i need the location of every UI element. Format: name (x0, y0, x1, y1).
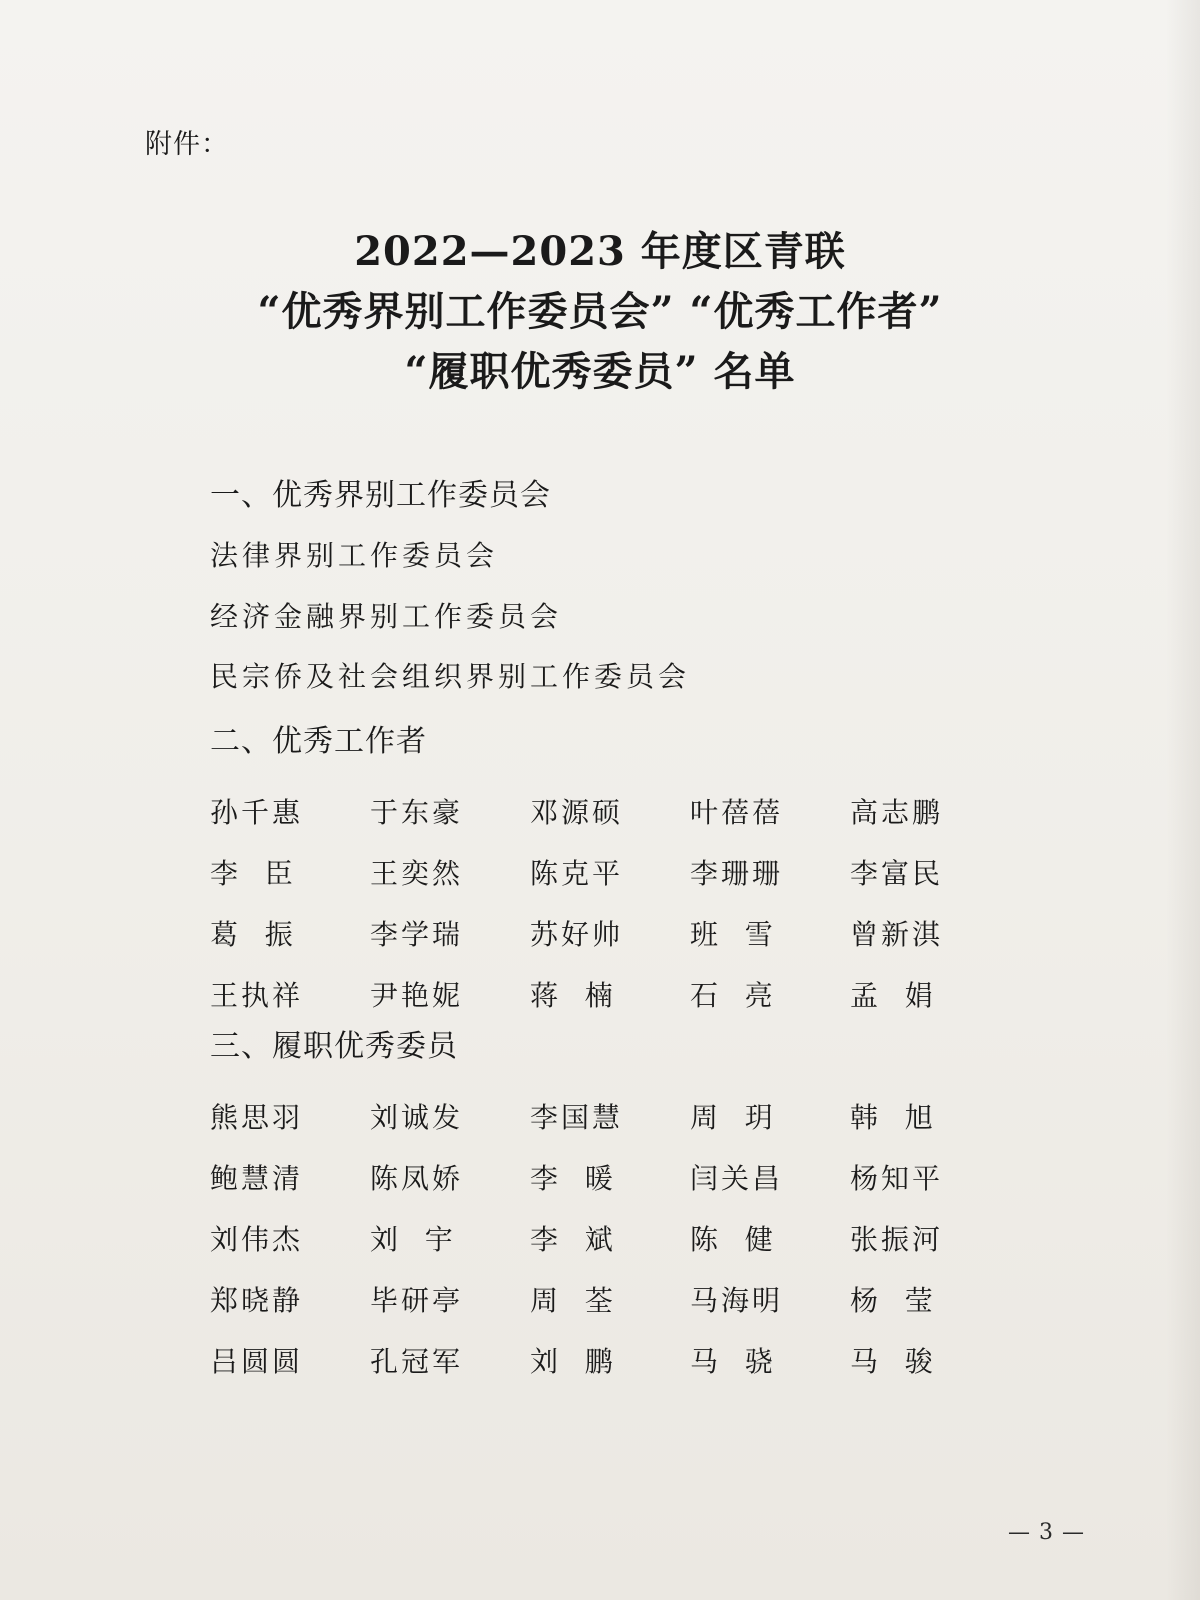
person-name: 陈凤娇 (370, 1161, 464, 1195)
person-name: 苏好帅 (530, 917, 624, 951)
person-name: 班 雪 (690, 917, 776, 951)
person-name: 叶蓓蓓 (690, 795, 784, 829)
person-name: 蒋 楠 (530, 978, 616, 1012)
committee-item: 经济金融界别工作委员会 (210, 600, 563, 633)
name-row (210, 1268, 1010, 1329)
person-name: 李 臣 (210, 856, 296, 890)
person-name: 曾新淇 (850, 917, 944, 951)
person-name: 孙千惠 (210, 795, 304, 829)
person-name: 尹艳妮 (370, 978, 464, 1012)
person-name: 刘 宇 (370, 1222, 456, 1256)
person-name: 杨 莹 (850, 1283, 936, 1317)
name-row (210, 902, 1010, 963)
name-row (210, 1207, 1010, 1268)
person-name: 邓源硕 (530, 795, 624, 829)
person-name: 石 亮 (690, 978, 776, 1012)
person-name: 闫关昌 (690, 1161, 784, 1195)
person-name: 李 暖 (530, 1161, 616, 1195)
person-name: 王执祥 (210, 978, 304, 1012)
document-title-line-3: “履职优秀委员” 名单 (404, 348, 796, 395)
name-row (210, 1146, 1010, 1207)
person-name: 周 玥 (690, 1100, 776, 1134)
document-title-line-1: 2022—2023 年度区青联 (354, 228, 846, 275)
person-name: 陈 健 (690, 1222, 776, 1256)
person-name: 熊思羽 (210, 1100, 304, 1134)
committee-item: 法律界别工作委员会 (210, 539, 499, 572)
person-name: 吕圆圆 (210, 1344, 304, 1378)
person-name: 孟 娟 (850, 978, 936, 1012)
person-name: 马 骁 (690, 1344, 776, 1378)
person-name: 高志鹏 (850, 795, 944, 829)
attachment-label: 附件： (145, 129, 229, 160)
person-name: 刘 鹏 (530, 1344, 616, 1378)
name-row (210, 780, 1010, 841)
name-row (210, 963, 1010, 1024)
section-heading-outstanding-workers: 二、优秀工作者 (210, 724, 427, 759)
document-title-line-2: “优秀界别工作委员会” “优秀工作者” (257, 288, 943, 335)
outstanding-workers-list (210, 780, 1010, 1024)
person-name: 张振河 (850, 1222, 944, 1256)
person-name: 马海明 (690, 1283, 784, 1317)
name-row (210, 1329, 1010, 1390)
person-name: 李学瑞 (370, 917, 464, 951)
person-name: 李富民 (850, 856, 944, 890)
person-name: 刘伟杰 (210, 1222, 304, 1256)
person-name: 周 荃 (530, 1283, 616, 1317)
name-row (210, 841, 1010, 902)
page-number: — 3 — (1008, 1520, 1085, 1545)
committee-item: 民宗侨及社会组织界别工作委员会 (210, 660, 691, 693)
person-name: 杨知平 (850, 1161, 944, 1195)
name-row (210, 1085, 1010, 1146)
excellent-members-list (210, 1085, 1010, 1390)
person-name: 韩 旭 (850, 1100, 936, 1134)
person-name: 李 斌 (530, 1222, 616, 1256)
person-name: 李国慧 (530, 1100, 624, 1134)
person-name: 葛 振 (210, 917, 296, 951)
person-name: 王奕然 (370, 856, 464, 890)
person-name: 陈克平 (530, 856, 624, 890)
person-name: 毕研亭 (370, 1283, 464, 1317)
person-name: 刘诚发 (370, 1100, 464, 1134)
person-name: 郑晓静 (210, 1283, 304, 1317)
person-name: 李珊珊 (690, 856, 784, 890)
section-heading-excellent-members: 三、履职优秀委员 (210, 1029, 458, 1064)
section-heading-committees: 一、优秀界别工作委员会 (210, 478, 551, 513)
person-name: 马 骏 (850, 1344, 936, 1378)
person-name: 于东豪 (370, 795, 464, 829)
person-name: 孔冠军 (370, 1344, 464, 1378)
person-name: 鲍慧清 (210, 1161, 304, 1195)
